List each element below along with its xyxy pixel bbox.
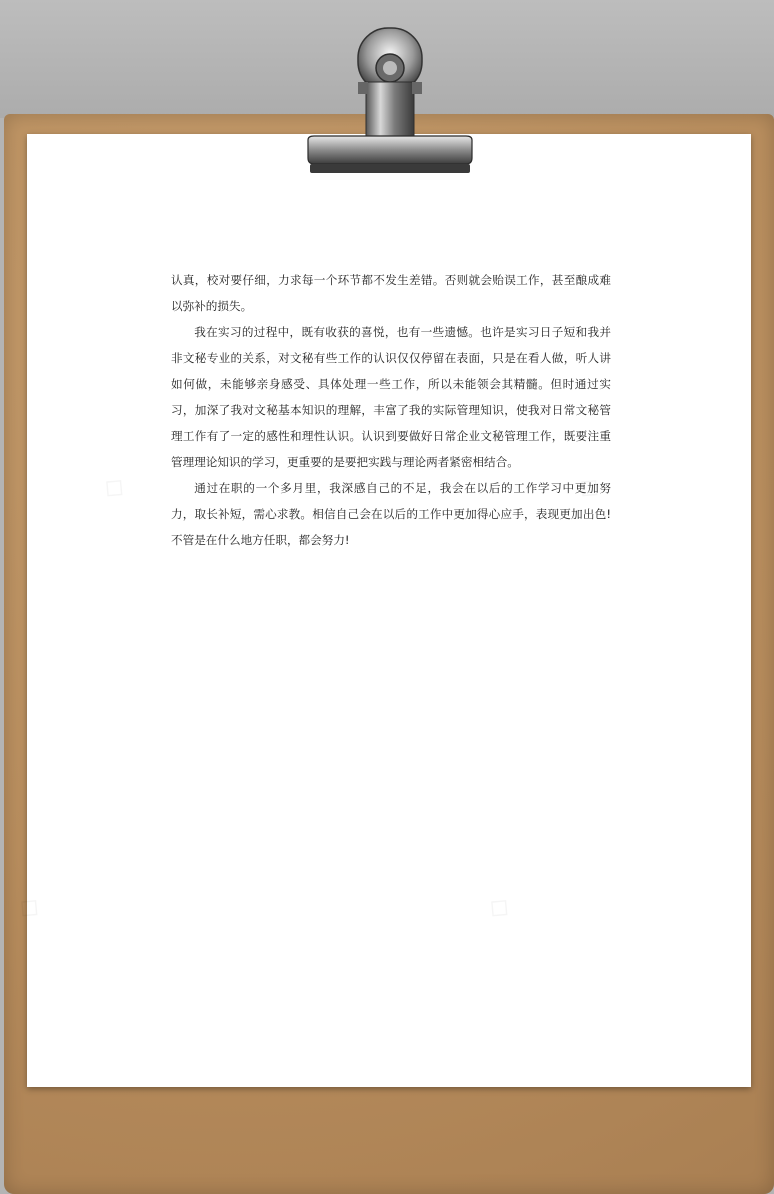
binder-clip-icon	[300, 26, 480, 181]
document-body	[171, 267, 611, 553]
paragraph-1: 认真，校对要仔细，力求每一个环节都不发生差错。否则就会贻误工作，甚至酿成难以弥补的损失。	[171, 273, 611, 313]
paper-sheet	[27, 134, 751, 1087]
paragraph-3: 通过在职的一个多月里，我深感自己的不足，我会在以后的工作学习中更加努力，取长补短，需心求教。相信自己会在以后的工作中更加得心应手，表现更加出色!不管是在什么地方任职，都会努力!	[171, 481, 611, 547]
paragraph-2: 我在实习的过程中，既有收获的喜悦，也有一些遗憾。也许是实习日子短和我并非文秘专业的关系，对文秘有些工作的认识仅仅停留在表面，只是在看人做，听人讲如何做，未能够亲身感受、具体处理一些工作，所以未能领会其精髓。但时通过实习，加深了我对文秘基本知识的理解，丰富了我的实际管理知识，使我对日常文秘管理工作有了一定的感性和理性认识。认识到要做好日常企业文秘管理工作，既要注重管理理论知识的学习，更重要的是要把实践与理论两者紧密相结合。	[171, 325, 611, 469]
